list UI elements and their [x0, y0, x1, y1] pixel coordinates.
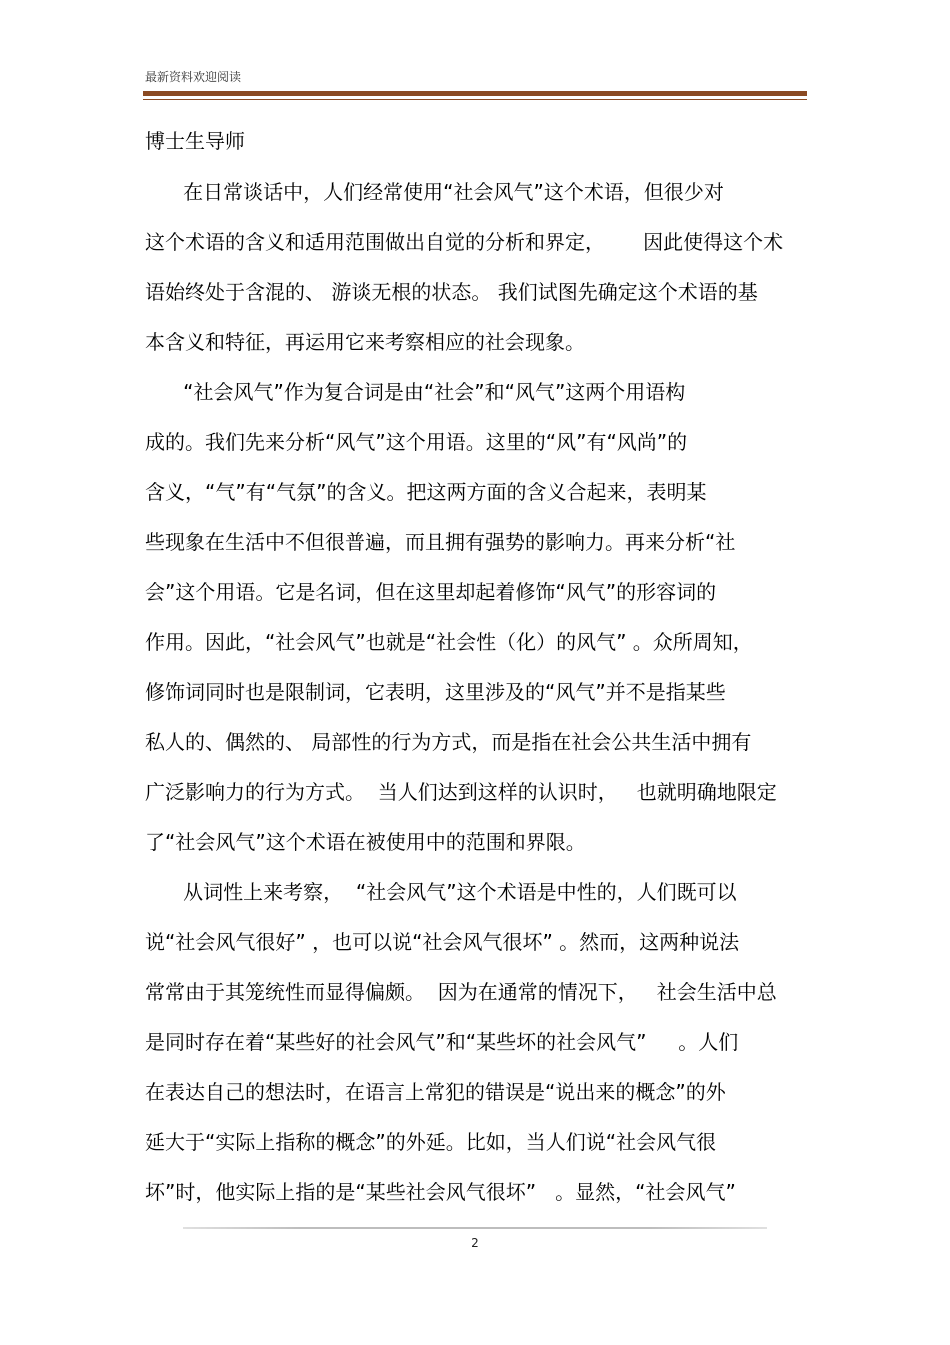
- paragraph-line: 在日常谈话中，人们经常使用“社会风气”这个术语，但很少对: [145, 180, 724, 204]
- paragraph-line: 是同时存在着“某些好的社会风气”和“某些坏的社会风气” 。人们: [145, 1030, 739, 1054]
- paragraph-line: 在表达自己的想法时，在语言上常犯的错误是“说出来的概念”的外: [145, 1080, 726, 1104]
- paragraph-line: 了“社会风气”这个术语在被使用中的范围和界限。: [145, 830, 586, 854]
- header-rule: [143, 91, 807, 96]
- paragraph-line: 本含义和特征，再运用它来考察相应的社会现象。: [145, 330, 585, 354]
- paragraph-line: 成的。我们先来分析“风气”这个用语。这里的“风”有“风尚”的: [145, 430, 688, 454]
- paragraph-line: 会”这个用语。它是名词，但在这里却起着修饰“风气”的形容词的: [145, 580, 717, 604]
- section-title: 博士生导师: [145, 129, 245, 153]
- paragraph-line: 作用。因此，“社会风气”也就是“社会性（化）的风气” 。众所周知，: [145, 630, 753, 654]
- paragraph-line: 这个术语的含义和适用范围做出自觉的分析和界定， 因此使得这个术: [145, 230, 784, 254]
- paragraph-line: 些现象在生活中不但很普遍，而且拥有强势的影响力。再来分析“社: [145, 530, 736, 554]
- paragraph-line: 说“社会风气很好” ，也可以说“社会风气很坏” 。然而，这两种说法: [145, 930, 740, 954]
- paragraph-line: 含义，“气”有“气氛”的含义。把这两方面的含义合起来，表明某: [145, 480, 707, 504]
- paragraph-line: 修饰词同时也是限制词，它表明，这里涉及的“风气”并不是指某些: [145, 680, 726, 704]
- paragraph-line: 常常由于其笼统性而显得偏颇。 因为在通常的情况下， 社会生活中总: [145, 980, 777, 1004]
- paragraph-line: 坏”时，他实际上指的是“某些社会风气很坏” 。显然，“社会风气”: [145, 1180, 736, 1204]
- paragraph-line: 私人的、偶然的、 局部性的行为方式，而是指在社会公共生活中拥有: [145, 730, 752, 754]
- header-rule-thin: [143, 99, 807, 100]
- paragraph-line: 广泛影响力的行为方式。 当人们达到这样的认识时， 也就明确地限定: [145, 780, 777, 804]
- footer-rule: [183, 1227, 767, 1229]
- page-header-text: 最新资料欢迎阅读: [145, 70, 242, 84]
- paragraph-line: 从词性上来考察， “社会风气”这个术语是中性的，人们既可以: [145, 880, 737, 904]
- paragraph-line: 延大于“实际上指称的概念”的外延。比如，当人们说“社会风气很: [145, 1130, 717, 1154]
- page-number: 2: [471, 1236, 479, 1250]
- paragraph-line: “社会风气”作为复合词是由“社会”和“风气”这两个用语构: [145, 380, 686, 404]
- paragraph-line: 语始终处于含混的、 游谈无根的状态。 我们试图先确定这个术语的基: [145, 280, 758, 304]
